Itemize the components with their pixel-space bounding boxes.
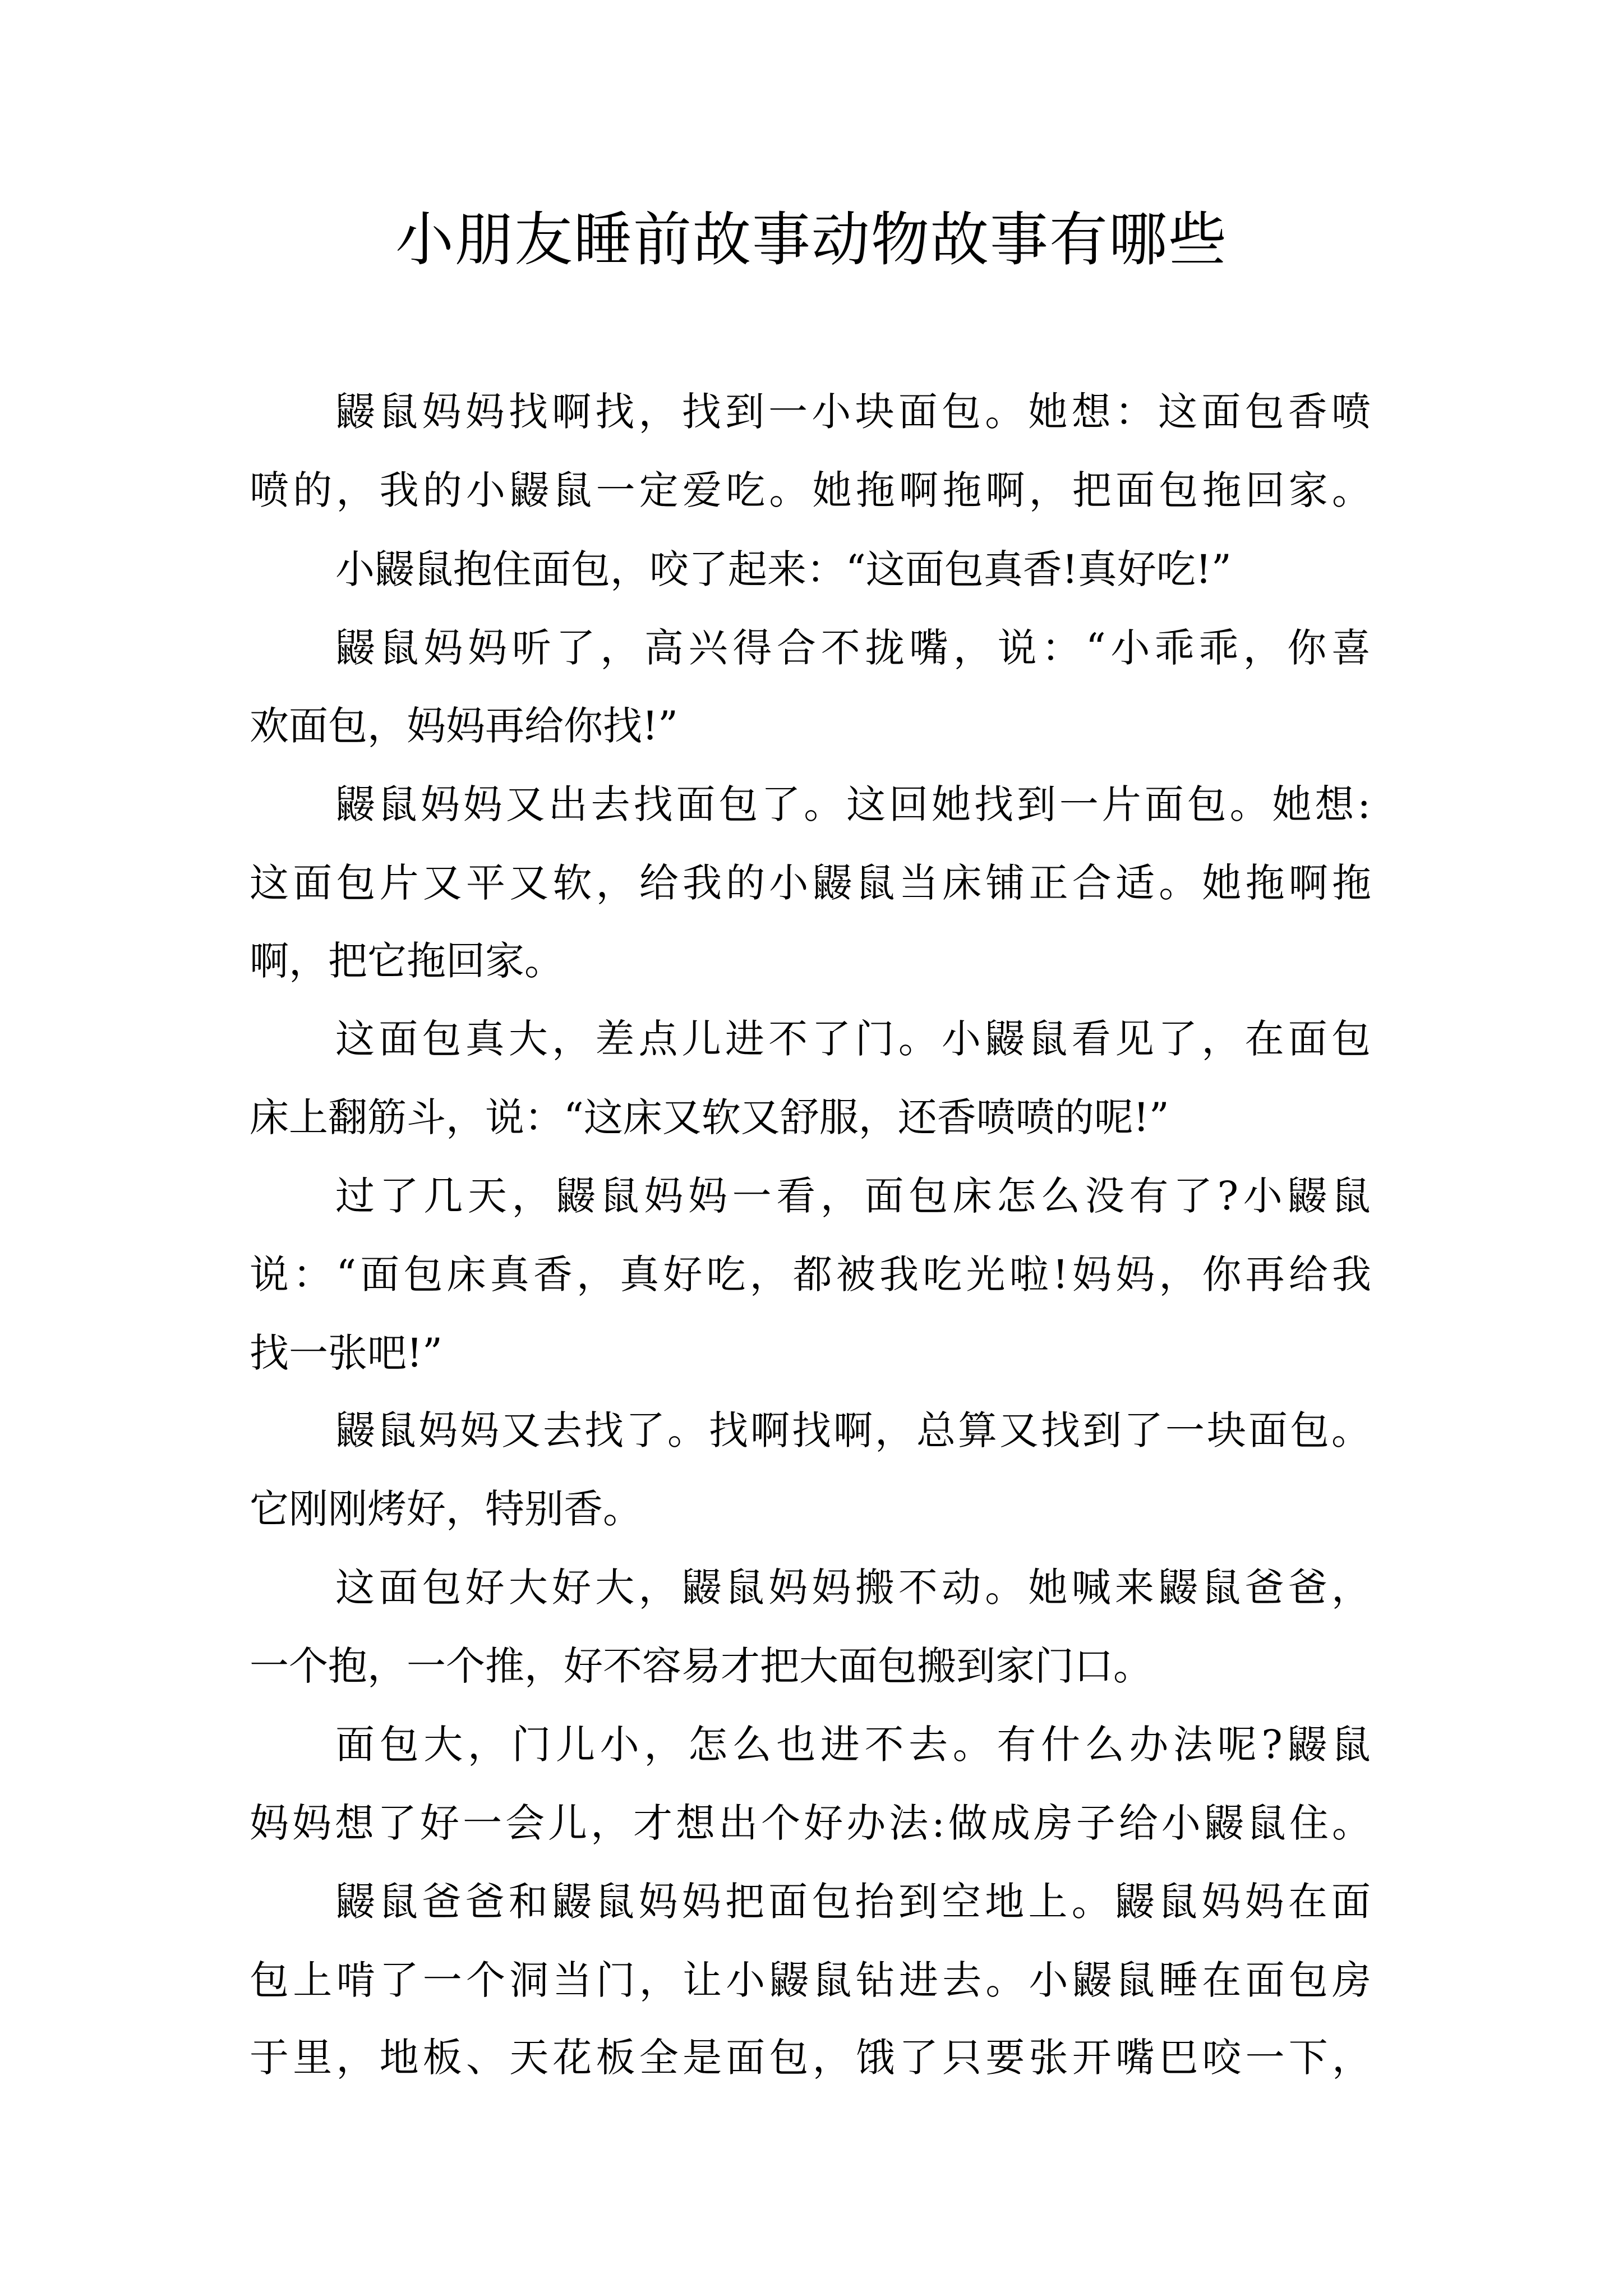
paragraph-line: 包上啃了一个洞当门，让小鼹鼠钻进去。小鼹鼠睡在面包房 xyxy=(250,1957,1371,2003)
paragraph-line: 鼹鼠妈妈又出去找面包了。这回她找到一片面包。她想: xyxy=(335,781,1371,827)
paragraph-line: 床上翻筋斗，说：“这床又软又舒服，还香喷喷的呢!” xyxy=(250,1094,1169,1140)
paragraph-line: 鼹鼠妈妈听了，高兴得合不拢嘴，说：“小乖乖，你喜 xyxy=(335,625,1371,671)
paragraph-line: 妈妈想了好一会儿，才想出个好办法:做成房子给小鼹鼠住。 xyxy=(250,1800,1371,1846)
paragraph-line: 喷的，我的小鼹鼠一定爱吃。她拖啊拖啊，把面包拖回家。 xyxy=(250,467,1371,513)
paragraph-line: 一个抱，一个推，好不容易才把大面包搬到家门口。 xyxy=(250,1643,1152,1689)
paragraph-line: 过了几天，鼹鼠妈妈一看，面包床怎么没有了?小鼹鼠 xyxy=(335,1173,1371,1219)
paragraph-line: 这面包好大好大，鼹鼠妈妈搬不动。她喊来鼹鼠爸爸， xyxy=(335,1565,1371,1611)
paragraph-line: 这面包片又平又软，给我的小鼹鼠当床铺正合适。她拖啊拖 xyxy=(250,860,1371,906)
paragraph-line: 啊，把它拖回家。 xyxy=(250,938,564,984)
paragraph-line: 于里，地板、天花板全是面包，饿了只要张开嘴巴咬一下， xyxy=(250,2035,1371,2081)
paragraph-line: 面包大，门儿小，怎么也进不去。有什么办法呢?鼹鼠 xyxy=(335,1722,1371,1768)
paragraph-line: 找一张吧!” xyxy=(250,1330,442,1376)
paragraph-line: 鼹鼠爸爸和鼹鼠妈妈把面包抬到空地上。鼹鼠妈妈在面 xyxy=(335,1879,1371,1925)
document-title: 小朋友睡前故事动物故事有哪些 xyxy=(395,205,1228,274)
paragraph-line: 鼹鼠妈妈找啊找，找到一小块面包。她想：这面包香喷 xyxy=(335,389,1371,435)
paragraph-line: 欢面包，妈妈再给你找!” xyxy=(250,703,678,749)
paragraph-line: 鼹鼠妈妈又去找了。找啊找啊，总算又找到了一块面包。 xyxy=(335,1407,1371,1453)
paragraph-line: 它刚刚烤好，特别香。 xyxy=(250,1486,642,1532)
paragraph-line: 这面包真大，差点儿进不了门。小鼹鼠看见了，在面包 xyxy=(335,1016,1371,1062)
paragraph-line: 说：“面包床真香，真好吃，都被我吃光啦!妈妈，你再给我 xyxy=(250,1251,1371,1297)
paragraph-line: 小鼹鼠抱住面包，咬了起来：“这面包真香!真好吃!” xyxy=(335,546,1232,592)
